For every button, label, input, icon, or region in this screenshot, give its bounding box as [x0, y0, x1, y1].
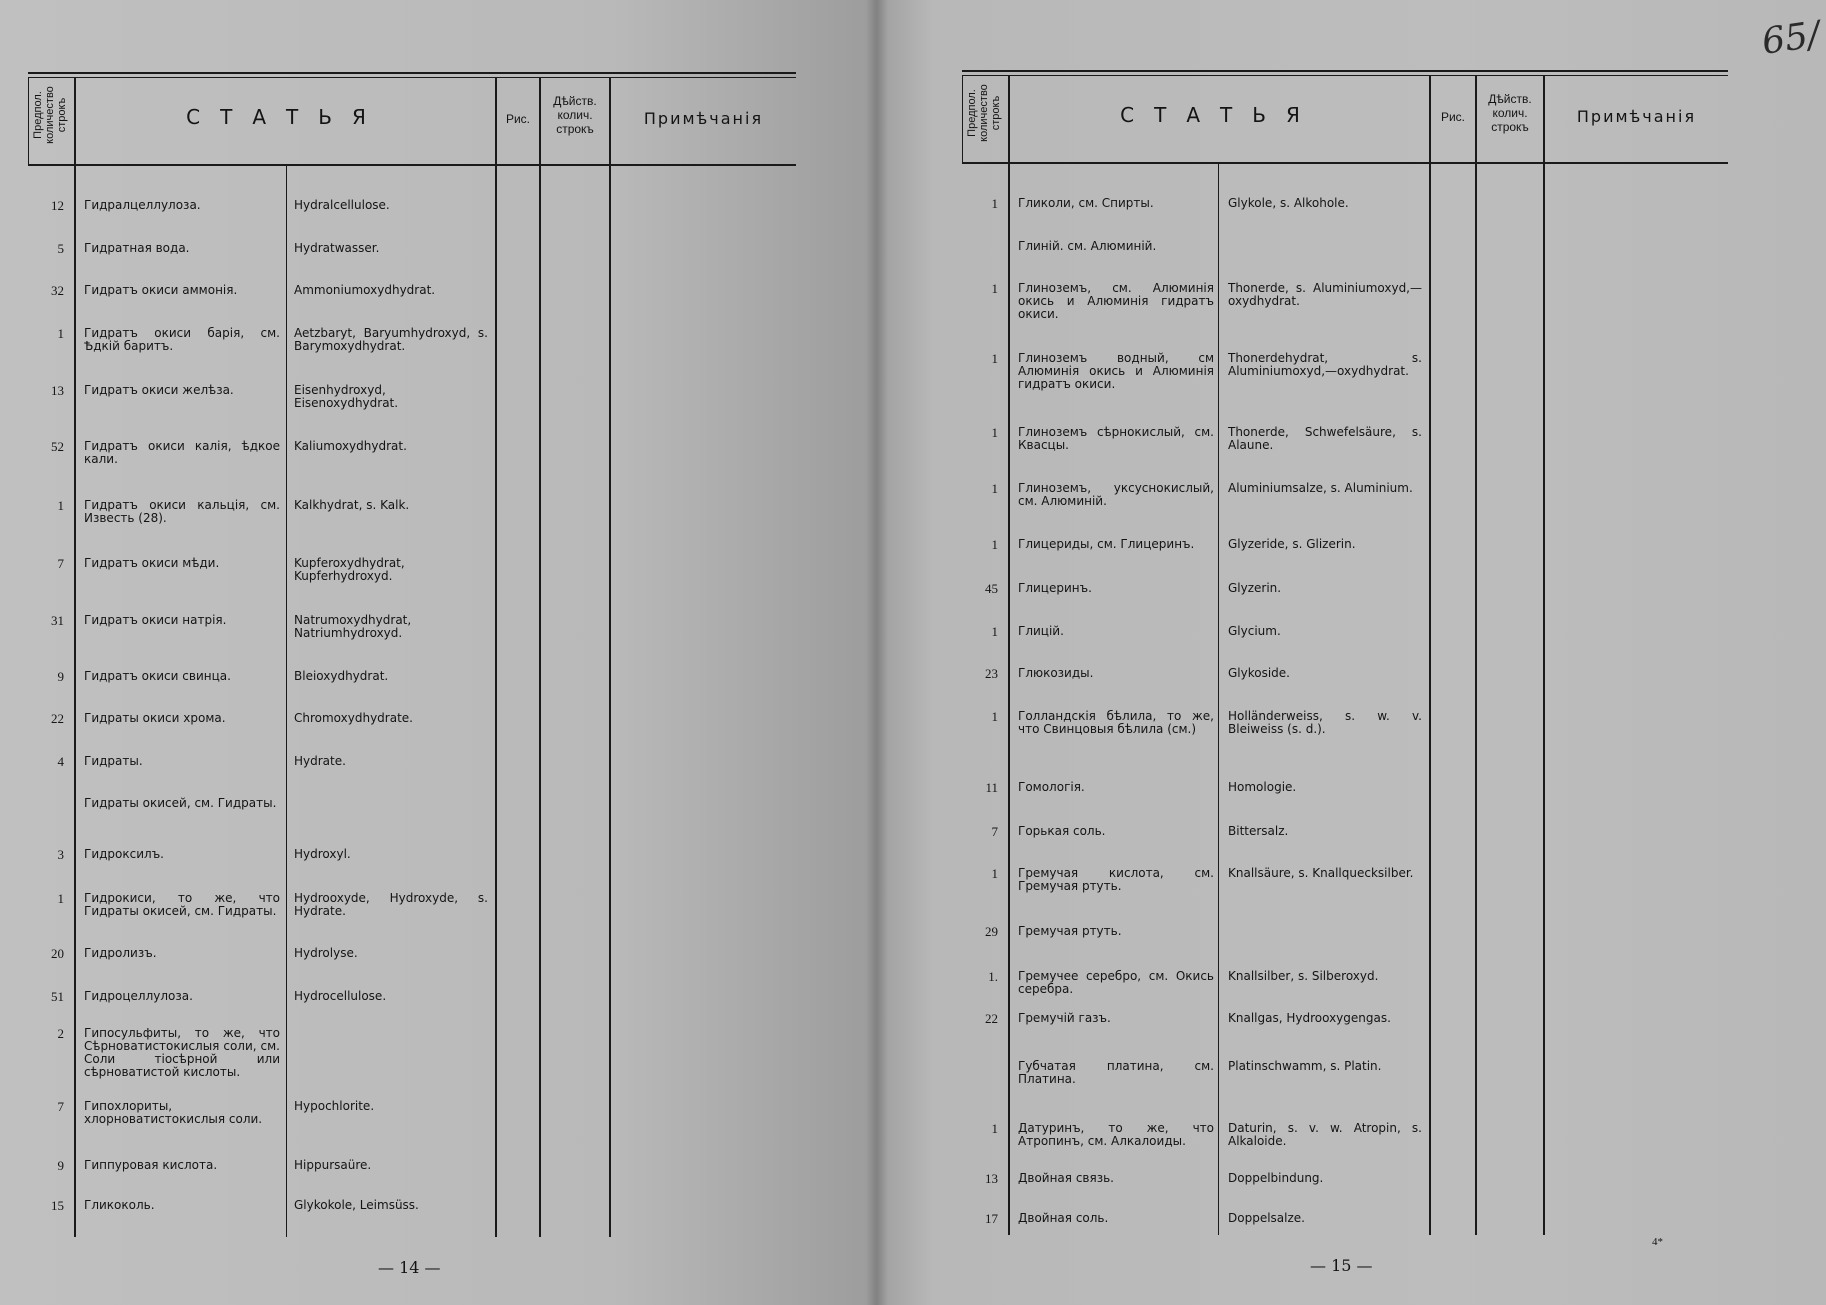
- row-german-term: Hydralcellulose.: [294, 198, 390, 212]
- table-row: [962, 240, 1430, 280]
- row-german-term: Daturin, s. v. w. Atropin, s. Alkaloide.: [1228, 1121, 1422, 1148]
- table-row: [28, 1159, 496, 1199]
- row-german-term: Knallgas, Hydrooxygengas.: [1228, 1011, 1391, 1025]
- table-row: [28, 670, 496, 710]
- row-german-term: Hydrate.: [294, 754, 346, 768]
- row-german-term: Kalkhydrat, s. Kalk.: [294, 498, 410, 512]
- row-russian-term: Гремучая кислота, см. Гремучая ртуть.: [1018, 866, 1214, 893]
- row-russian-term: Глюкозиды.: [1018, 666, 1094, 680]
- table-row: [962, 825, 1430, 865]
- row-german-term: Bittersalz.: [1228, 824, 1289, 838]
- row-german-term: Hydrooxyde, Hydroxyde, s. Hydrate.: [294, 891, 488, 918]
- row-german-term: Glyzerin.: [1228, 581, 1282, 595]
- row-line-count: 9: [57, 669, 64, 684]
- row-german-term: Doppelsalze.: [1228, 1211, 1305, 1225]
- table-row: [962, 710, 1430, 750]
- table-row: [28, 947, 496, 987]
- table-row: [28, 557, 496, 597]
- row-russian-term: Гидратъ окиси мѣди.: [84, 556, 220, 570]
- row-german-term: Holländerweiss, s. w. v. Bleiweiss (s. d.).: [1228, 709, 1422, 736]
- row-russian-term: Двойная соль.: [1018, 1211, 1109, 1225]
- row-russian-term: Двойная связь.: [1018, 1171, 1114, 1185]
- table-row: [28, 990, 496, 1030]
- article-column-header: СТАТЬЯ: [186, 105, 386, 129]
- row-german-term: Kupferoxydhydrat, Kupferhydroxyd.: [294, 556, 405, 583]
- row-russian-term: Гремучій газъ.: [1018, 1011, 1111, 1025]
- row-russian-term: Гидролизъ.: [84, 946, 157, 960]
- row-russian-term: Гремучая ртуть.: [1018, 924, 1122, 938]
- actual-count-column-header: Дѣйств. колич. строкъ: [553, 94, 597, 136]
- row-line-count: 17: [985, 1211, 998, 1226]
- row-russian-term: Гиппуровая кислота.: [84, 1158, 218, 1172]
- row-russian-term: Гидралцеллулоза.: [84, 198, 201, 212]
- row-russian-term: Гомологія.: [1018, 780, 1085, 794]
- table-row: [28, 327, 496, 367]
- row-german-term: Hydroxyl.: [294, 847, 351, 861]
- row-line-count: 1: [991, 351, 998, 366]
- row-line-count: 1: [991, 481, 998, 496]
- table-row: [28, 848, 496, 888]
- row-russian-term: Глицериды, см. Глицеринъ.: [1018, 537, 1195, 551]
- row-line-count: 15: [51, 1198, 64, 1213]
- row-line-count: 45: [985, 581, 998, 596]
- row-line-count: 1.: [988, 969, 998, 984]
- row-russian-term: Гидратъ окиси аммонія.: [84, 283, 238, 297]
- row-german-term: Bleioxydhydrat.: [294, 669, 389, 683]
- row-german-term: Eisenhydroxyd, Eisenoxydhydrat.: [294, 383, 399, 410]
- row-line-count: 1: [57, 498, 64, 513]
- row-german-term: Hydrolyse.: [294, 946, 358, 960]
- row-german-term: Kaliumoxydhydrat.: [294, 439, 407, 453]
- count-column-header: Предпол. количество строкъ: [32, 86, 68, 144]
- row-german-term: Doppelbindung.: [1228, 1171, 1324, 1185]
- right-page-number: — 15 —: [1310, 1256, 1373, 1275]
- row-line-count: 7: [991, 824, 998, 839]
- row-german-term: Platinschwamm, s. Platin.: [1228, 1059, 1382, 1073]
- row-russian-term: Гипосульфиты, то же, что Сѣрноватистокислыя соли, см. Соли тіосѣрной или сѣрноватистой кислоты.: [84, 1026, 280, 1079]
- table-row: [962, 1060, 1430, 1100]
- row-line-count: 23: [985, 666, 998, 681]
- row-russian-term: Горькая соль.: [1018, 824, 1106, 838]
- row-german-term: Chromoxydhydrate.: [294, 711, 413, 725]
- row-line-count: 31: [51, 613, 64, 628]
- row-german-term: Hydratwasser.: [294, 241, 380, 255]
- row-german-term: Glykole, s. Alkohole.: [1228, 196, 1349, 210]
- row-line-count: 5: [57, 241, 64, 256]
- row-german-term: Hydrocellulose.: [294, 989, 387, 1003]
- table-row: [962, 781, 1430, 821]
- row-line-count: 22: [51, 711, 64, 726]
- row-german-term: Ammoniumoxydhydrat.: [294, 283, 436, 297]
- row-line-count: 1: [991, 425, 998, 440]
- row-russian-term: Гидратъ окиси барія, см. Ѣдкій баритъ.: [84, 326, 280, 353]
- table-row: [962, 970, 1430, 1010]
- table-row: [28, 242, 496, 282]
- row-russian-term: Гидрокиси, то же, что Гидраты окисей, см. Гидраты.: [84, 891, 280, 918]
- row-line-count: 1: [991, 281, 998, 296]
- right-register-table: [962, 70, 1728, 1235]
- table-row: [28, 1199, 496, 1239]
- actual-count-column-header: Дѣйств. колич. строкъ: [1488, 92, 1532, 134]
- table-row: [962, 426, 1430, 466]
- table-row: [962, 282, 1430, 322]
- row-line-count: 3: [57, 847, 64, 862]
- row-line-count: 52: [51, 439, 64, 454]
- left-register-table: [28, 72, 796, 1237]
- row-german-term: Glykoside.: [1228, 666, 1290, 680]
- row-german-term: Thonerde, s. Aluminiumoxyd,—oxydhydrat.: [1228, 281, 1422, 308]
- table-row: [962, 538, 1430, 578]
- row-russian-term: Датуринъ, то же, что Атропинъ, см. Алкалоиды.: [1018, 1121, 1214, 1148]
- row-russian-term: Гидроксилъ.: [84, 847, 164, 861]
- count-column-header: Предпол. количество строкъ: [966, 84, 1002, 142]
- row-russian-term: Гидратъ окиси желѣза.: [84, 383, 234, 397]
- row-line-count: 12: [51, 198, 64, 213]
- article-column-header: СТАТЬЯ: [1120, 103, 1320, 127]
- table-row: [962, 625, 1430, 665]
- handwritten-page-number: 65/: [1759, 14, 1823, 63]
- row-line-count: 9: [57, 1158, 64, 1173]
- row-line-count: 1: [991, 624, 998, 639]
- notes-column-header: Примѣчанія: [643, 109, 764, 128]
- table-row: [962, 352, 1430, 392]
- table-row: [28, 755, 496, 795]
- row-russian-term: Гипохлориты, хлорноватистокислыя соли.: [84, 1099, 263, 1126]
- row-german-term: Hippursaüre.: [294, 1158, 372, 1172]
- table-row: [28, 797, 496, 837]
- row-german-term: Hypochlorite.: [294, 1099, 375, 1113]
- table-row: [28, 712, 496, 752]
- row-line-count: 1: [991, 537, 998, 552]
- table-row: [28, 284, 496, 324]
- left-page-number: — 14 —: [378, 1258, 441, 1277]
- row-line-count: 13: [985, 1171, 998, 1186]
- row-german-term: Knallsilber, s. Silberoxyd.: [1228, 969, 1379, 983]
- table-row: [962, 1012, 1430, 1052]
- row-german-term: Aluminiumsalze, s. Aluminium.: [1228, 481, 1413, 495]
- row-german-term: Glycium.: [1228, 624, 1281, 638]
- row-german-term: Natrumoxydhydrat, Natriumhydroxyd.: [294, 613, 412, 640]
- row-russian-term: Голландскія бѣлила, то же, что Свинцовыя бѣлила (см.): [1018, 709, 1214, 736]
- row-german-term: Homologie.: [1228, 780, 1297, 794]
- row-line-count: 1: [991, 709, 998, 724]
- row-line-count: 7: [57, 556, 64, 571]
- row-russian-term: Гидраты окиси хрома.: [84, 711, 226, 725]
- table-row: [28, 499, 496, 539]
- table-row: [28, 199, 496, 239]
- row-line-count: 1: [991, 196, 998, 211]
- row-german-term: Thonerde, Schwefelsäure, s. Alaune.: [1228, 425, 1422, 452]
- table-row: [962, 925, 1430, 965]
- row-russian-term: Глиноземъ, уксуснокислый, см. Алюминій.: [1018, 481, 1214, 508]
- row-line-count: 32: [51, 283, 64, 298]
- row-russian-term: Глиноземъ сѣрнокислый, см. Квасцы.: [1018, 425, 1214, 452]
- row-russian-term: Гремучее серебро, см. Окись серебра.: [1018, 969, 1214, 996]
- row-russian-term: Глицій.: [1018, 624, 1064, 638]
- row-russian-term: Глиноземъ, см. Алюминія окись и Алюминія гидратъ окиси.: [1018, 281, 1214, 321]
- table-row: [28, 892, 496, 932]
- row-line-count: 7: [57, 1099, 64, 1114]
- row-german-term: Thonerdehydrat, s. Aluminiumoxyd,—oxydhydrat.: [1228, 351, 1422, 378]
- row-russian-term: Глиній. см. Алюминій.: [1018, 239, 1157, 253]
- row-line-count: 1: [57, 891, 64, 906]
- table-row: [28, 440, 496, 480]
- row-line-count: 4: [57, 754, 64, 769]
- row-russian-term: Гидраты окисей, см. Гидраты.: [84, 796, 277, 810]
- figure-column-header: Рис.: [505, 112, 531, 126]
- row-russian-term: Глиноземъ водный, см Алюминія окись и Алюминія гидратъ окиси.: [1018, 351, 1214, 391]
- row-line-count: 1: [991, 866, 998, 881]
- row-german-term: Glykokole, Leimsüss.: [294, 1198, 419, 1212]
- row-german-term: Knallsäure, s. Knallquecksilber.: [1228, 866, 1414, 880]
- row-russian-term: Гидратная вода.: [84, 241, 190, 255]
- row-line-count: 13: [51, 383, 64, 398]
- row-line-count: 11: [985, 780, 998, 795]
- row-russian-term: Гидратъ окиси кальція, см. Известь (28).: [84, 498, 280, 525]
- table-row: [962, 482, 1430, 522]
- table-row: [28, 1026, 496, 1079]
- table-row: [962, 1212, 1430, 1252]
- row-russian-term: Губчатая платина, см. Платина.: [1018, 1059, 1214, 1086]
- table-row: [28, 614, 496, 654]
- table-row: [962, 1122, 1430, 1162]
- table-row: [962, 197, 1430, 237]
- row-russian-term: Гидратъ окиси натрія.: [84, 613, 227, 627]
- table-row: [28, 1100, 496, 1140]
- signature-mark: 4*: [1652, 1236, 1663, 1248]
- row-russian-term: Гликоли, см. Спирты.: [1018, 196, 1154, 210]
- row-line-count: 20: [51, 946, 64, 961]
- row-russian-term: Гидроцеллулоза.: [84, 989, 193, 1003]
- row-russian-term: Глицеринъ.: [1018, 581, 1092, 595]
- row-line-count: 1: [991, 1121, 998, 1136]
- row-line-count: 2: [57, 1026, 64, 1041]
- book-gutter: [866, 0, 888, 1305]
- row-german-term: Aetzbaryt, Baryumhydroxyd, s. Barymoxydhydrat.: [294, 326, 488, 353]
- table-row: [962, 1172, 1430, 1212]
- row-russian-term: Гидраты.: [84, 754, 143, 768]
- row-russian-term: Гидратъ окиси свинца.: [84, 669, 231, 683]
- table-row: [962, 667, 1430, 707]
- notes-column-header: Примѣчанія: [1576, 107, 1697, 126]
- row-russian-term: Гликоколь.: [84, 1198, 155, 1212]
- figure-column-header: Рис.: [1440, 110, 1466, 124]
- row-line-count: 22: [985, 1011, 998, 1026]
- table-row: [28, 384, 496, 424]
- table-row: [962, 867, 1430, 907]
- row-russian-term: Гидратъ окиси калія, ѣдкое кали.: [84, 439, 280, 466]
- row-line-count: 51: [51, 989, 64, 1004]
- row-line-count: 29: [985, 924, 998, 939]
- row-german-term: Glyzeride, s. Glizerin.: [1228, 537, 1356, 551]
- row-line-count: 1: [57, 326, 64, 341]
- table-row: [962, 582, 1430, 622]
